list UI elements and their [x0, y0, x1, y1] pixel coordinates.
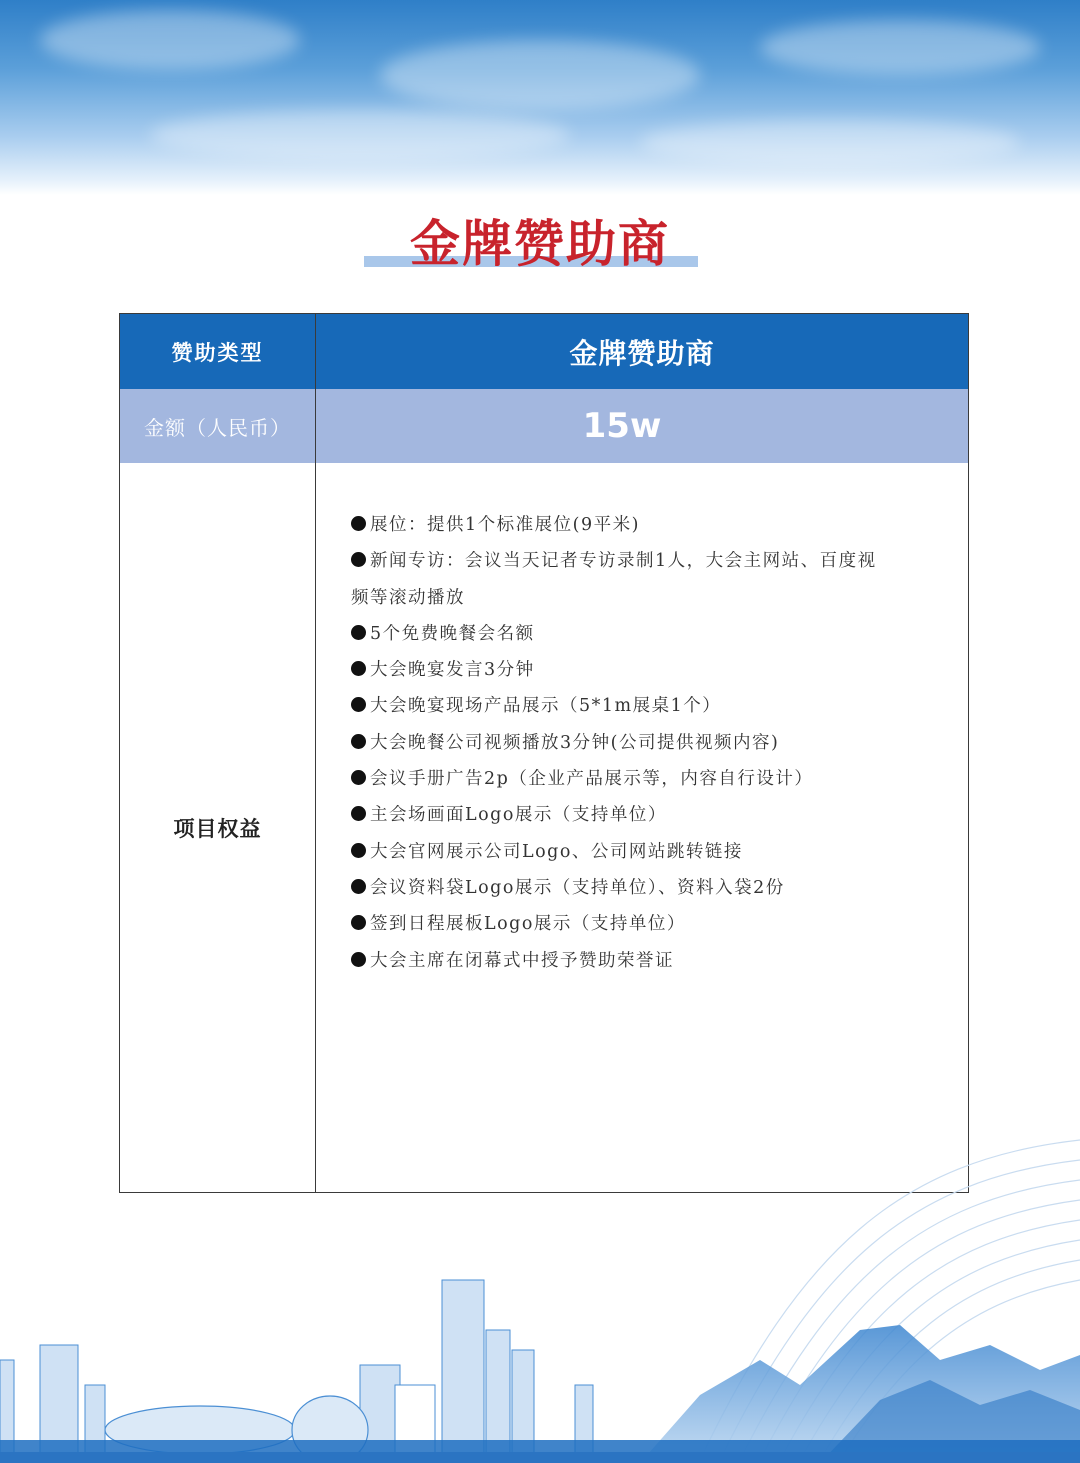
benefits-row	[120, 463, 968, 1192]
bullet-icon	[351, 843, 366, 858]
list-item: 会议手册广告2p（企业产品展示等，内容自行设计）	[351, 761, 931, 797]
list-item: 新闻专访：会议当天记者专访录制1人，大会主网站、百度视	[351, 543, 931, 579]
amount-value-cell	[316, 389, 968, 463]
bullet-icon	[351, 734, 366, 749]
list-item: 签到日程展板Logo展示（支持单位）	[351, 906, 931, 942]
header-type-value-cell	[316, 314, 968, 389]
amount-row	[120, 389, 968, 464]
sponsorship-table	[119, 313, 969, 1193]
header-type-label-cell	[120, 314, 316, 389]
bullet-icon	[351, 661, 366, 676]
list-item: 大会晚餐公司视频播放3分钟(公司提供视频内容)	[351, 725, 931, 761]
list-item-continuation: 频等滚动播放	[351, 587, 465, 608]
bullet-icon	[351, 697, 366, 712]
amount-value: 15w	[582, 406, 662, 446]
list-item: 大会官网展示公司Logo、公司网站跳转链接	[351, 834, 931, 870]
list-item: 展位：提供1个标准展位(9平米)	[351, 507, 931, 543]
header-type-label: 赞助类型	[171, 340, 264, 365]
list-item: 5个免费晚餐会名额	[351, 616, 931, 652]
list-item: 大会晚宴发言3分钟	[351, 652, 931, 688]
city-skyline-illustration	[0, 1130, 1080, 1463]
benefits-list	[351, 507, 931, 979]
benefits-label: 项目权益	[173, 816, 262, 841]
bullet-icon	[351, 806, 366, 821]
list-item: 大会主席在闭幕式中授予赞助荣誉证	[351, 943, 931, 979]
header-type-value: 金牌赞助商	[569, 336, 715, 370]
sky-banner	[0, 0, 1080, 195]
list-item: 会议资料袋Logo展示（支持单位）、资料入袋2份	[351, 870, 931, 906]
benefits-label-cell	[120, 463, 316, 1192]
amount-label-cell	[120, 389, 316, 463]
benefits-list-cell	[316, 463, 968, 1192]
bullet-icon	[351, 952, 366, 967]
header-row	[120, 314, 968, 390]
bullet-icon	[351, 915, 366, 930]
list-item: 主会场画面Logo展示（支持单位）	[351, 797, 931, 833]
amount-label: 金额（人民币）	[144, 415, 291, 440]
bullet-icon	[351, 770, 366, 785]
list-item: 大会晚宴现场产品展示（5*1m展桌1个）	[351, 688, 931, 724]
page-title: 金牌赞助商	[410, 215, 670, 273]
bullet-icon	[351, 516, 366, 531]
bullet-icon	[351, 625, 366, 640]
bullet-icon	[351, 552, 366, 567]
bullet-icon	[351, 879, 366, 894]
